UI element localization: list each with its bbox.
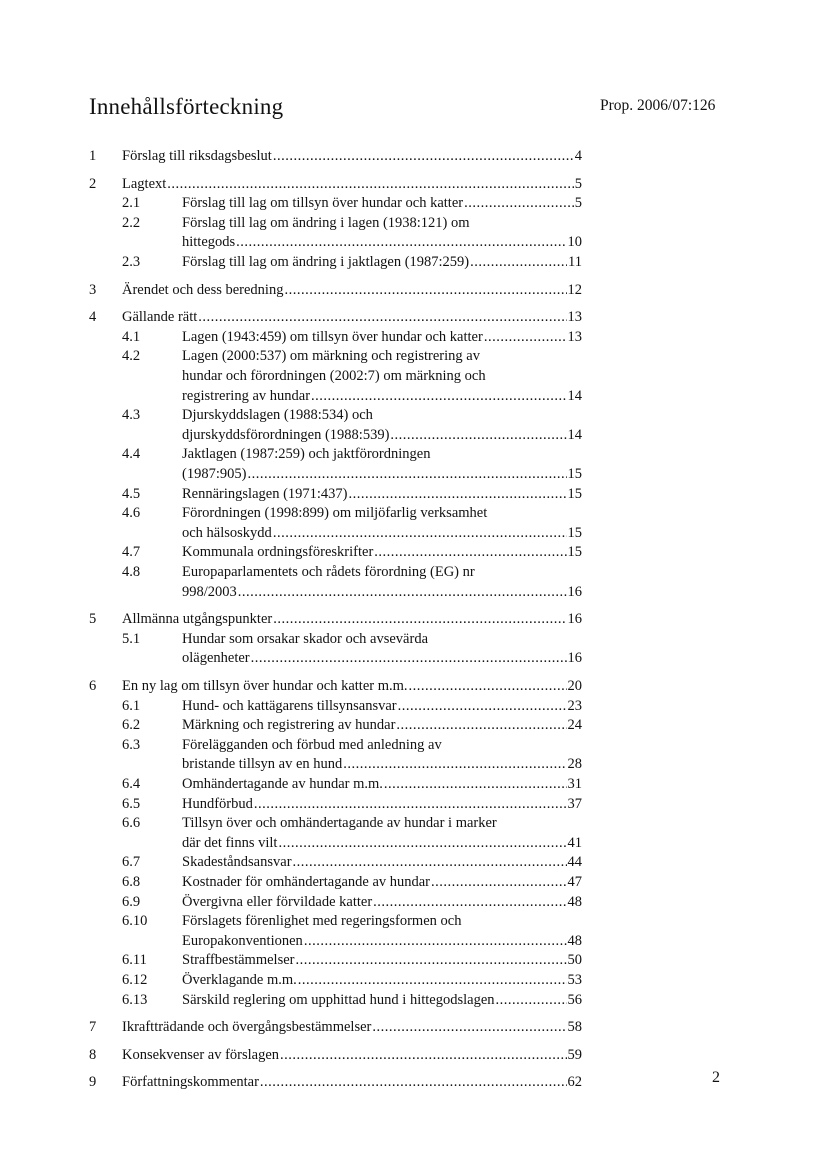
toc-subentry-number: 4.5 [122,485,141,502]
toc-subentry-number: 4.8 [122,564,141,580]
toc-subentry-number: 4.7 [122,544,141,561]
toc-subentry [182,464,582,484]
toc-entry-title: Ärendet och dess beredning [122,281,284,298]
dot-leader [343,754,566,774]
toc-subentry-page: 14 [567,426,582,443]
dot-leader [284,280,566,300]
toc-subentry-title-line: bristande tillsyn av en hund [182,756,343,773]
toc-subentry-page: 15 [567,524,582,541]
toc-subentry [182,774,582,794]
toc-subentry-page: 31 [567,776,582,792]
toc-subentry-number: 6.7 [122,854,141,871]
toc-entry-number: 4 [89,309,97,326]
toc-subentry [182,852,582,872]
dot-leader [372,1017,566,1037]
toc-subentry-page: 48 [567,932,582,949]
toc-subentry-page: 16 [567,583,582,600]
toc-subentry-title-line: registrering av hundar [182,387,311,404]
toc-subentry-number: 6.9 [122,893,141,910]
page-title: Innehållsförteckning [89,94,284,119]
toc-subentry-number: 6.13 [122,991,148,1008]
toc-subentry-page: 37 [567,795,582,812]
dot-leader [238,582,567,602]
toc-entry-number: 5 [89,611,97,628]
toc-subentry-page: 56 [567,991,582,1008]
toc-entry [122,1072,582,1092]
toc-subentry-page: 16 [567,650,582,667]
toc-subentry [182,193,582,213]
toc-subentry-number: 6.12 [122,972,148,988]
toc-entry-number: 2 [89,175,97,192]
dot-leader [293,852,567,872]
toc-subentry-title-line: hundar och förordningen (2002:7) om märkning och [182,368,486,384]
dot-leader [496,990,567,1010]
toc-subentry-title-line: Förslag till lag om ändring i jaktlagen (1987:259) [182,254,470,270]
toc-subentry-number: 4.3 [122,407,141,424]
toc-subentry-page: 47 [567,874,582,890]
toc-subentry-title-line: olägenheter [182,650,250,667]
toc-subentry-number: 6.8 [122,874,141,890]
toc-subentry [182,503,582,523]
toc-subentry-number: 6.6 [122,815,141,832]
toc-entry-number: 7 [89,1019,97,1036]
toc-entry-page: 16 [567,611,582,628]
toc-entry-page: 13 [567,309,582,326]
toc-subentry-page: 5 [574,195,582,212]
toc-entry-title: Lagtext [122,175,167,192]
toc-entry-title: Konsekvenser av förslagen [122,1046,280,1063]
toc-subentry-title-line: Hundar som orsakar skador och avsevärda [182,630,429,647]
dot-leader [198,307,566,327]
toc-subentry-title-line: Lagen (1943:459) om tillsyn över hundar och katter [182,328,483,345]
toc-subentry-page: 53 [567,972,582,988]
toc-entry-title: Författningskommentar [122,1074,259,1091]
toc-subentry-page: 50 [567,952,582,969]
dot-leader [304,931,567,951]
toc-subentry-title-line: Förelägganden och förbud med anledning av [182,736,442,753]
dot-leader [409,676,567,696]
toc-subentry [182,794,582,814]
dot-leader [373,892,566,912]
toc-subentry-number: 2.2 [122,214,141,231]
toc-subentry-page: 15 [567,485,582,502]
toc-entry [122,146,582,166]
toc-entry [122,174,582,194]
toc-subentry [182,833,582,853]
toc-subentry-title-line: Omhändertagande av hundar m.m. [182,776,383,792]
toc-entry-title: Allmänna utgångspunkter [122,611,273,628]
toc-subentry [182,425,582,445]
toc-subentry-title-line: djurskyddsförordningen (1988:539) [182,426,390,443]
toc-subentry-page: 15 [567,544,582,561]
toc-subentry-number: 4.6 [122,505,141,522]
toc-subentry-number: 4.2 [122,348,141,365]
toc-subentry-number: 6.2 [122,717,141,734]
toc-subentry-title-line: Tillsyn över och omhändertagande av hundar i marker [182,815,497,832]
toc-entry-page: 59 [567,1046,582,1063]
toc-subentry-page: 14 [567,387,582,404]
dot-leader [464,193,574,213]
toc-entry-number: 3 [89,281,97,298]
toc-entry-title: Förslag till riksdagsbeslut [122,148,272,164]
toc-subentry-title-line: Hundförbud [182,795,253,812]
toc-subentry-title-line: Överklagande m.m. [182,972,297,988]
toc-subentry-page: 48 [567,893,582,910]
dot-leader [349,484,567,504]
toc-subentry [182,386,582,406]
toc-subentry [182,582,582,602]
dot-leader [167,174,573,194]
toc-entry [122,307,582,327]
toc-subentry-number: 6.11 [122,952,147,969]
toc-entry [122,1017,582,1037]
dot-leader [384,774,567,794]
toc-subentry-number: 5.1 [122,630,141,647]
dot-leader [390,425,566,445]
dot-leader [273,523,567,543]
toc-entry-page: 5 [574,175,582,192]
toc-subentry-number: 4.4 [122,446,141,463]
dot-leader [298,970,567,990]
toc-subentry [182,735,582,755]
toc-subentry-title-line: Jaktlagen (1987:259) och jaktförordningen [182,446,431,463]
toc-subentry [182,813,582,833]
toc-subentry-number: 6.5 [122,795,141,812]
toc-subentry [182,444,582,464]
toc-subentry-title-line: Särskild reglering om upphittad hund i hittegodslagen [182,991,495,1008]
toc-subentry-title-line: Förslag till lag om ändring i lagen (1938:121) om [182,214,470,231]
dot-leader [470,252,567,272]
toc-subentry-page: 44 [567,854,582,871]
toc-subentry [182,366,582,386]
dot-leader [311,386,566,406]
toc-subentry-page: 23 [567,697,582,714]
toc-subentry [182,327,582,347]
toc-subentry-title-line: Förslag till lag om tillsyn över hundar och katter [182,195,464,212]
toc-subentry-title-line: Rennäringslagen (1971:437) [182,485,348,502]
dot-leader [374,542,566,562]
toc-subentry-title-line: Hund- och kattägarens tillsynsansvar [182,697,397,714]
dot-leader [236,232,566,252]
toc-subentry-page: 13 [567,328,582,345]
toc-subentry-title-line: Märkning och registrering av hundar [182,717,396,734]
toc-subentry [182,970,582,990]
toc-subentry-title-line: Europakonventionen [182,932,303,949]
toc-subentry [182,931,582,951]
toc-subentry [182,754,582,774]
dot-leader [273,609,566,629]
toc-entry-page: 62 [567,1074,582,1091]
toc-entry-number: 9 [89,1074,97,1091]
toc-subentry [182,523,582,543]
toc-entry-page: 12 [567,281,582,298]
toc-entry-page: 20 [567,678,582,694]
toc-entry-number: 8 [89,1046,97,1063]
toc-subentry [182,562,582,582]
toc-subentry [182,484,582,504]
page-number: 2 [712,1069,720,1086]
dot-leader [396,715,566,735]
toc-subentry [182,950,582,970]
toc-entry [122,676,582,696]
toc-subentry-number: 6.10 [122,913,148,930]
toc-subentry-page: 28 [567,756,582,773]
toc-subentry-title-line: Straffbestämmelser [182,952,295,969]
toc-entry-title: Gällande rätt [122,309,198,326]
dot-leader [251,648,567,668]
toc-subentry-number: 6.1 [122,697,141,714]
toc-subentry-number: 2.1 [122,195,141,212]
dot-leader [295,950,566,970]
toc-subentry [182,542,582,562]
toc-subentry-title-line: Övergivna eller förvildade katter [182,893,373,910]
toc-subentry [182,911,582,931]
toc-subentry-page: 41 [567,834,582,851]
dot-leader [278,833,566,853]
toc-entry-page: 4 [574,148,582,164]
toc-subentry-title-line: (1987:905) [182,466,247,482]
toc-subentry-title-line: där det finns vilt [182,834,278,851]
toc-subentry-title-line: Europaparlamentets och rådets förordning (EG) nr [182,564,475,580]
toc-subentry-title-line: Kostnader för omhändertagande av hundar [182,874,431,890]
toc-entry-title: Ikraftträdande och övergångsbestämmelser [122,1019,372,1036]
toc-entry-number: 6 [89,678,97,694]
toc-subentry [182,872,582,892]
toc-entry [122,609,582,629]
toc-subentry-number: 4.1 [122,328,141,345]
dot-leader [247,464,566,484]
toc-subentry [182,213,582,233]
dot-leader [484,327,567,347]
dot-leader [254,794,567,814]
toc-subentry [182,990,582,1010]
dot-leader [273,146,574,166]
toc-subentry-title-line: och hälsoskydd [182,524,272,541]
dot-leader [280,1045,566,1065]
dot-leader [431,872,566,892]
toc-entry-page: 58 [567,1019,582,1036]
toc-subentry-number: 2.3 [122,254,141,270]
toc-entry [122,280,582,300]
toc-subentry-title-line: hittegods [182,234,236,251]
toc-subentry-page: 24 [567,717,582,734]
toc-entry-number: 1 [89,148,97,164]
toc-subentry-title-line: Förslagets förenlighet med regeringsformen och [182,913,462,930]
toc-subentry-title-line: Djurskyddslagen (1988:534) och [182,407,373,424]
toc-subentry [182,648,582,668]
toc-subentry [182,346,582,366]
toc-subentry [182,629,582,649]
toc-subentry-title-line: Skadeståndsansvar [182,854,292,871]
toc-subentry-title-line: 998/2003 [182,583,237,600]
toc-subentry-title-line: Kommunala ordningsföreskrifter [182,544,374,561]
toc-subentry [182,252,582,272]
toc-subentry-title-line: Lagen (2000:537) om märkning och registrering av [182,348,480,365]
toc-entry-title: En ny lag om tillsyn över hundar och katter m.m. [122,678,408,694]
toc-subentry [182,715,582,735]
toc-subentry-page: 15 [567,466,582,482]
dot-leader [260,1072,567,1092]
toc-subentry-page: 11 [568,254,582,270]
toc-entry [122,1045,582,1065]
toc-subentry-number: 6.4 [122,776,141,792]
toc-subentry [182,892,582,912]
dot-leader [398,696,567,716]
toc-subentry-number: 6.3 [122,736,141,753]
toc-subentry-page: 10 [567,234,582,251]
toc-subentry [182,232,582,252]
toc-subentry [182,405,582,425]
document-reference: Prop. 2006/07:126 [600,97,716,114]
toc-subentry [182,696,582,716]
toc-subentry-title-line: Förordningen (1998:899) om miljöfarlig verksamhet [182,505,488,522]
